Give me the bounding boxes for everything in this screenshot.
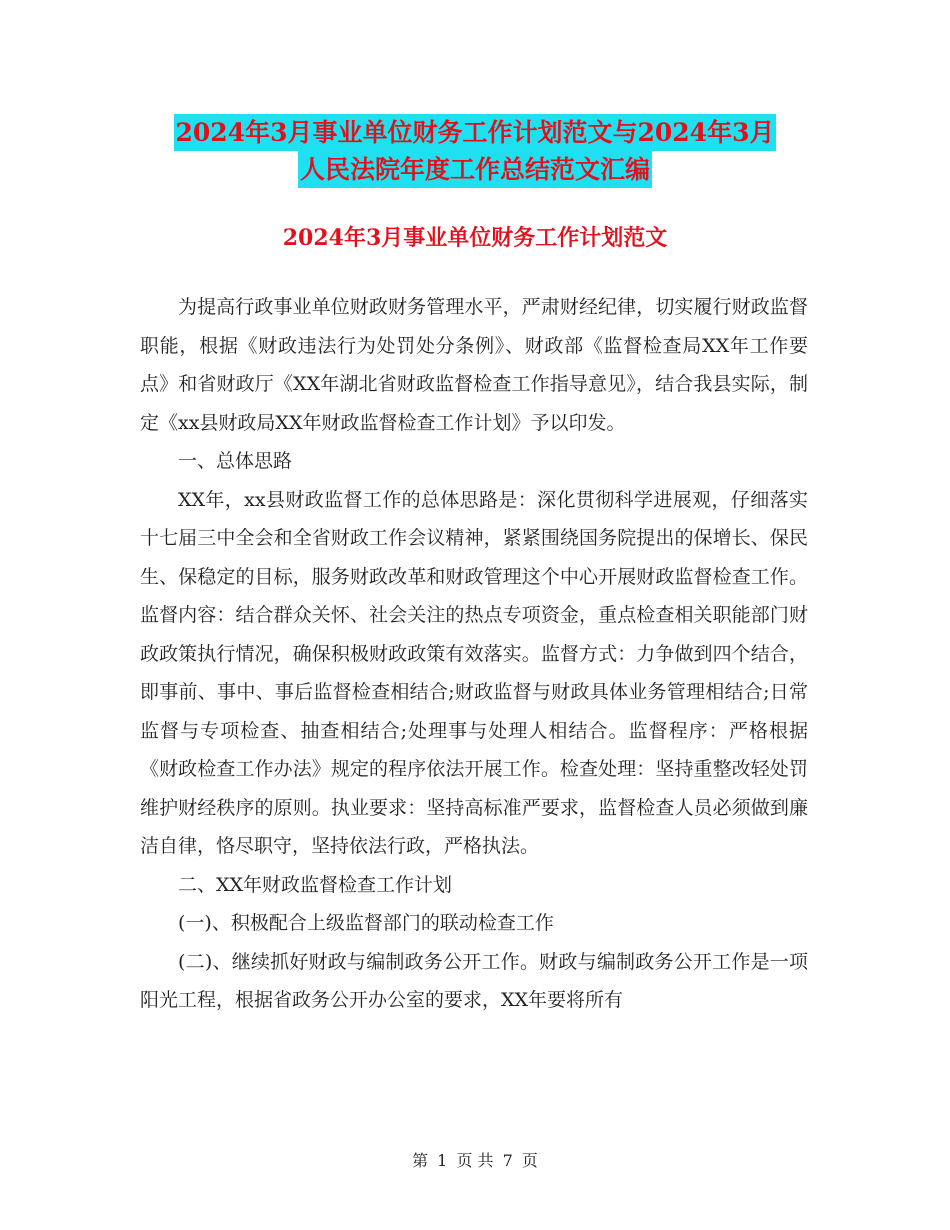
footer-total-pages: 7 (502, 1151, 513, 1170)
paragraph: (一)、积极配合上级监督部门的联动检查工作 (178, 912, 554, 934)
paragraph: 一、总体思路 (178, 450, 293, 472)
footer-prefix: 第 (412, 1151, 429, 1170)
footer-mid: 页 共 (456, 1151, 494, 1170)
paragraph: XX年，xx县财政监督工作的总体思路是：深化贯彻科学进展观，仔细落实十七届三中全会和全省财政工作会议精神，紧紧围绕国务院提出的保增长、保民生、保稳定的目标，服务财政改革和财政管理这个中心开展财政监督检查工作。监督内容：结合群众关怀、社会关注的热点专项资金，重点检查相关职能部门财政政策执行情况，确保积极财政政策有效落实。监督方式：力争做到四个结合，即事前、事中、事后监督检查相结合;财政监督与财政具体业务管理相结合;日常监督与专项检查、抽查相结合;处理事与处理人相结合。监督程序：严格根据《财政检查工作办法》规定的程序依法开展工作。检查处理：坚持重整改轻处罚维护财经秩序的原则。执业要求：坚持高标准严要求，监督检查人员必须做到廉洁自律，恪尽职守，坚持依法行政，严格执法。 (140, 488, 808, 857)
title-line-1: 2024年3月事业单位财务工作计划范文与2024年3月 (174, 114, 777, 151)
page-footer (0, 1148, 950, 1171)
paragraph: 为提高行政事业单位财政财务管理水平，严肃财经纪律，切实履行财政监督职能，根据《财政违法行为处罚处分条例》、财政部《监督检查局XX年工作要点》和省财政厅《XX年湖北省财政监督检查工作指导意见》，结合我县实际，制定《xx县财政局XX年财政监督检查工作计划》予以印发。 (140, 296, 808, 434)
paragraph: 二、XX年财政监督检查工作计划 (178, 873, 453, 896)
section-title: 2024年3月事业单位财务工作计划范文 (282, 225, 668, 251)
footer-current-page: 1 (437, 1151, 448, 1170)
title-line-2: 人民法院年度工作总结范文汇编 (298, 151, 652, 188)
footer-suffix: 页 (521, 1151, 538, 1170)
document-title (140, 114, 810, 188)
paragraph: (二)、继续抓好财政与编制政务公开工作。财政与编制政务公开工作是一项阳光工程，根据省政务公开办公室的要求，XX年要将所有 (140, 950, 808, 1011)
document-body (140, 288, 808, 1020)
